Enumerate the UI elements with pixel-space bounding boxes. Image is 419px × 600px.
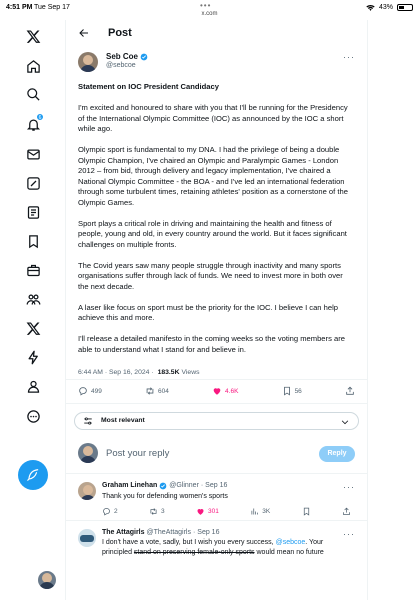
- notifications-icon[interactable]: [23, 114, 43, 134]
- filter-icon: [83, 416, 93, 426]
- reply-text-end: would mean no future: [256, 548, 324, 556]
- reply-text-mid: . Your principled: [102, 539, 324, 556]
- author-name[interactable]: Seb Coe: [106, 52, 139, 61]
- share-icon: [342, 507, 351, 516]
- reply-more-icon[interactable]: ···: [343, 529, 355, 539]
- reply-count: 499: [91, 387, 102, 395]
- post-more-icon[interactable]: ···: [343, 52, 355, 62]
- bookmarks-icon[interactable]: [23, 231, 43, 251]
- status-bar: [0, 0, 419, 20]
- views-chart-icon: [250, 507, 259, 516]
- bookmark-icon: [302, 507, 311, 516]
- reply-count: 2: [114, 508, 118, 515]
- reply-author-name[interactable]: The Attagirls: [102, 529, 145, 536]
- sidebar-nav: [0, 20, 66, 600]
- reply-icon: [102, 507, 111, 516]
- post-paragraph: Olympic sport is fundamental to my DNA. I had the privilege of being a double Olympic Champion, I've chaired an Olympic and Paralympic Games - London 2012 – from bid, through delivery and legacy implementation, I've chaired a National Olympic Committee - the BOA - and I've led an international federation through some turbulent times, retaining athletes' position as a cornerstone of the Olympic Games.: [78, 145, 348, 207]
- verified-badge-icon: [140, 53, 148, 61]
- reply-icon: [78, 386, 88, 396]
- reply-avatar[interactable]: [78, 529, 96, 547]
- like-action[interactable]: [196, 507, 219, 516]
- bookmark-icon: [282, 386, 292, 396]
- grok-icon[interactable]: [23, 173, 43, 193]
- post-timestamp[interactable]: 6:44 AM · Sep 16, 2024 ·: [78, 368, 154, 376]
- reply-actions: [102, 507, 355, 516]
- wifi-icon: [366, 4, 375, 11]
- post-actions: [66, 380, 367, 404]
- reply-author-handle[interactable]: @TheAttagirls: [146, 529, 191, 536]
- verified-badge-icon: [159, 482, 167, 490]
- sort-dropdown[interactable]: [74, 412, 359, 430]
- repost-icon: [149, 507, 158, 516]
- post-paragraph: I'm excited and honoured to share with you that I'll be running for the Presidency of the International Olympic Committee (IOC) as announced by the IOC a short while ago.: [78, 103, 348, 133]
- battery-percent: 43%: [378, 4, 393, 11]
- compose-post-button[interactable]: [18, 460, 48, 490]
- like-action[interactable]: [212, 386, 238, 396]
- reply-text-strikethrough: stand on preserving female-only sports: [133, 548, 255, 556]
- repost-action[interactable]: [149, 507, 165, 516]
- notifications-badge: 6: [36, 113, 44, 121]
- reply-more-icon[interactable]: ···: [343, 481, 355, 492]
- post-paragraph: A laser like focus on sport must be the priority for the IOC. I believe I can help achieve this and more.: [78, 302, 339, 322]
- reply-text: [102, 538, 355, 557]
- sort-label: Most relevant: [101, 417, 145, 424]
- status-date: Tue Sep 17: [34, 4, 70, 11]
- bookmark-action[interactable]: [282, 386, 302, 396]
- author-avatar[interactable]: [78, 52, 98, 72]
- back-arrow-icon[interactable]: [78, 27, 90, 39]
- like-count: 4.6K: [225, 387, 239, 395]
- views-label: Views: [181, 368, 200, 376]
- verified-orgs-icon[interactable]: [23, 347, 43, 367]
- share-icon: [345, 386, 355, 396]
- bookmark-action[interactable]: [302, 507, 311, 516]
- mention-link[interactable]: @sebcoe: [275, 539, 306, 546]
- user-avatar: [78, 443, 98, 463]
- reply-post[interactable]: [66, 521, 367, 561]
- feather-icon: [26, 468, 40, 482]
- reply-text-start: I don't have a vote, sadly, but I wish you every success,: [102, 539, 274, 546]
- share-action[interactable]: [342, 507, 351, 516]
- reply-text: Thank you for defending women's sports: [102, 492, 228, 500]
- jobs-icon[interactable]: [23, 260, 43, 280]
- post-paragraph: Sport plays a critical role in driving and maintaining the health and fitness of people, young and old, in every country around the world. But it faces significant challenges on multiple fronts.: [78, 218, 347, 249]
- x-logo-icon[interactable]: [23, 26, 43, 46]
- main-column: [66, 20, 368, 600]
- reply-action[interactable]: [78, 386, 102, 396]
- post-header: [66, 20, 367, 46]
- views-action[interactable]: [250, 507, 270, 516]
- views-count: 183.5K: [157, 368, 180, 376]
- repost-icon: [145, 386, 155, 396]
- address-bar-url[interactable]: x.com: [201, 11, 218, 17]
- post-paragraph: I'll release a detailed manifesto in the coming weeks so the voting members are able to understand what I stand for and believe in.: [78, 334, 345, 354]
- search-icon[interactable]: [23, 84, 43, 104]
- reply-input[interactable]: Post your reply: [106, 447, 170, 459]
- reply-avatar[interactable]: [78, 482, 96, 500]
- reply-time: · Sep 16: [200, 482, 228, 489]
- page-title: Post: [108, 27, 132, 39]
- home-icon[interactable]: [23, 56, 43, 76]
- communities-icon[interactable]: [23, 289, 43, 309]
- reply-author-handle[interactable]: @Glinner: [169, 482, 199, 489]
- messages-icon[interactable]: [23, 144, 43, 164]
- post-paragraph: The Covid years saw many people struggle through inactivity and many sports organisations suffer through lack of funds. We need to invest more in both over the next decade.: [78, 260, 343, 291]
- repost-count: 604: [158, 387, 169, 395]
- lists-icon[interactable]: [23, 202, 43, 222]
- bookmark-count: 56: [294, 387, 302, 395]
- battery-icon: [397, 4, 413, 11]
- post-text: [66, 72, 367, 355]
- views-count: 3K: [262, 508, 271, 515]
- profile-icon[interactable]: [23, 376, 43, 396]
- heart-icon: [196, 507, 205, 516]
- post-headline: Statement on IOC President Candidacy: [78, 82, 219, 91]
- status-time: 4:51 PM: [6, 4, 33, 11]
- reply-time: · Sep 16: [193, 529, 220, 536]
- repost-action[interactable]: [145, 386, 169, 396]
- repost-count: 3: [161, 508, 165, 515]
- reply-button[interactable]: Reply: [319, 446, 355, 462]
- reply-post[interactable]: [66, 474, 367, 522]
- post-author: [66, 46, 367, 72]
- chevron-down-icon: [340, 417, 350, 427]
- like-count: 301: [208, 508, 219, 515]
- account-avatar[interactable]: [38, 571, 56, 589]
- reply-author-name[interactable]: Graham Linehan: [102, 482, 158, 489]
- tab-dots-icon[interactable]: •••: [200, 1, 212, 10]
- heart-icon: [212, 386, 222, 396]
- share-action[interactable]: [345, 386, 355, 396]
- premium-icon[interactable]: [23, 318, 43, 338]
- reply-composer: [66, 434, 367, 474]
- more-icon[interactable]: [23, 406, 43, 426]
- reply-action[interactable]: [102, 507, 118, 516]
- author-handle[interactable]: @sebcoe: [106, 62, 136, 69]
- post-meta: [66, 366, 367, 380]
